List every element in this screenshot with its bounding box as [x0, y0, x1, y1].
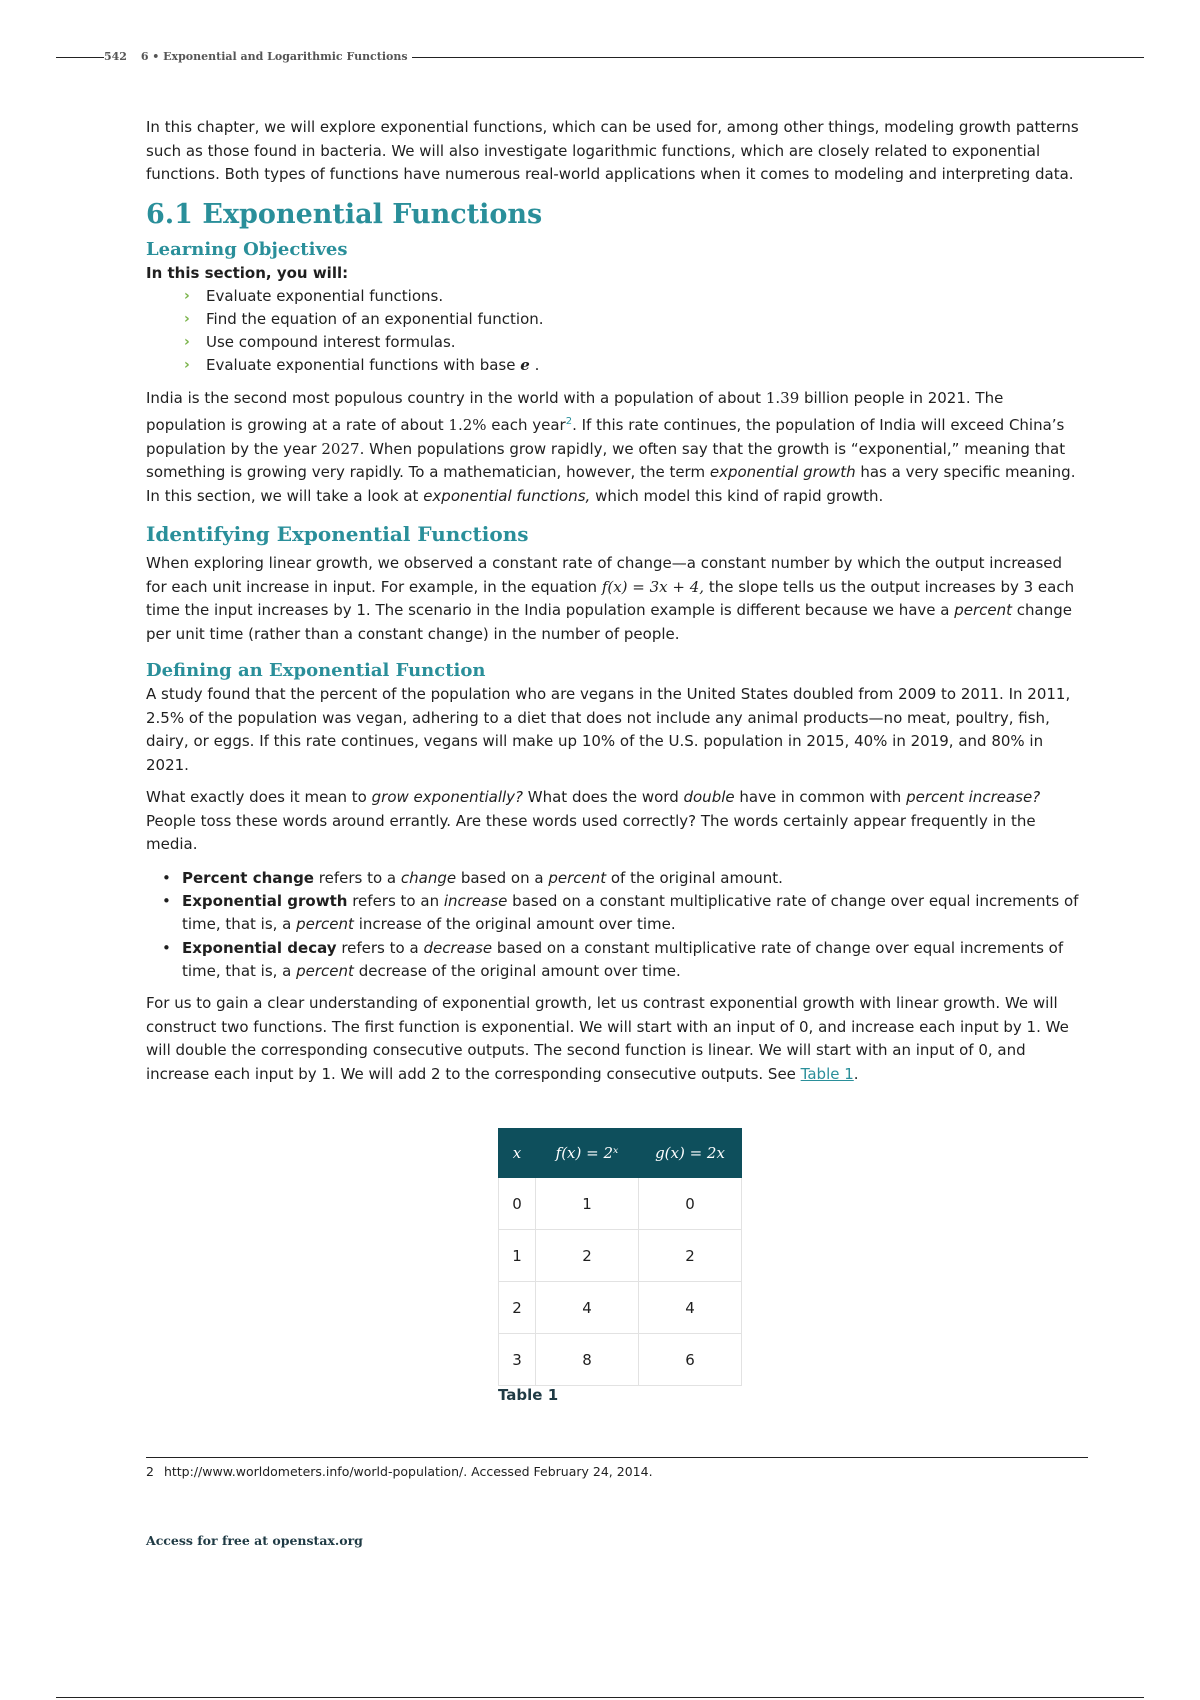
contrast-paragraph: For us to gain a clear understanding of exponential growth, let us contrast exponential growth with linear growth. We will construct two functions. The first function is exponential. We will start with an input of 0, and increase each input by 1. We will double the corresponding consecutive outputs. The second function is linear. We will start with an input of 0, and increase each input by 1. We will add 2 to the corresponding consecutive outputs. See Table 1. — [146, 994, 1069, 1083]
table-caption: Table 1 — [498, 1386, 559, 1404]
base-e-symbol: e — [520, 356, 530, 375]
chevron-right-icon: › — [184, 310, 190, 327]
learning-objectives-title: Learning Objectives — [146, 238, 348, 260]
table-row: 3 8 6 — [499, 1334, 742, 1386]
table-1 — [498, 1128, 742, 1386]
table-1-link[interactable]: Table 1 — [800, 1064, 854, 1083]
bullet-icon: • — [162, 868, 171, 887]
footnote-text: http://www.worldometers.info/world-population/. Accessed February 24, 2014. — [163, 1464, 653, 1479]
vegan-paragraph: A study found that the percent of the population who are vegans in the United States doubled from 2009 to 2011. In 2011, 2.5% of the population was vegan, adhering to a diet that does not include any animal products—no meat, poultry, fish, dairy, or eggs. If this rate continues, vegans will make up 10% of the U.S. population in 2015, 40% in 2019, and 80% in 2021. — [146, 685, 1071, 774]
objective-item: › Evaluate exponential functions. — [184, 285, 1086, 308]
objective-item: › Evaluate exponential functions with base e . — [184, 354, 1086, 377]
identifying-heading: Identifying Exponential Functions — [146, 522, 529, 547]
defining-heading: Defining an Exponential Function — [146, 660, 486, 682]
term-item: • Exponential growth refers to an increase based on a constant multiplicative rate of change over equal increments of time, that is, a percent increase of the original amount over time. — [162, 891, 1079, 934]
chevron-right-icon: › — [184, 287, 190, 304]
column-header-x: x — [499, 1129, 536, 1178]
access-line: Access for free at openstax.org — [146, 1533, 363, 1548]
table-row: 2 4 4 — [499, 1282, 742, 1334]
equation: f(x) = 3x + 4, — [601, 577, 705, 596]
identifying-paragraph: When exploring linear growth, we observed a constant rate of change—a constant number by which the output increased for each unit increase in input. For example, in the equation f(x) = 3x + 4, the slope tells us the output increases by 3 each time the input increases by 1. The scenario in the India population example is different because we have a percent change per unit time (rather than a constant change) in the number of people. — [146, 554, 1075, 643]
bullet-icon: • — [162, 938, 171, 957]
table-row: 0 1 0 — [499, 1178, 742, 1230]
table-row: 1 2 2 — [499, 1230, 742, 1282]
terms-list — [146, 867, 1086, 983]
chapter-title: 6 • Exponential and Logarithmic Functions — [140, 50, 408, 63]
question-paragraph: What exactly does it mean to grow exponentially? What does the word double have in common with percent increase? People toss these words around errantly. Are these words used correctly? The words certainly appear frequently in the media. — [146, 788, 1041, 854]
objective-item: › Use compound interest formulas. — [184, 331, 1086, 354]
learning-objectives-subtitle: In this section, you will: — [146, 263, 349, 282]
chevron-right-icon: › — [184, 357, 190, 374]
footnote — [146, 1464, 653, 1479]
intro-paragraph: In this chapter, we will explore exponential functions, which can be used for, among other things, modeling growth patterns such as those found in bacteria. We will also investigate logarithmic functions, which are closely related to exponential functions. Both types of functions have numerous real-world applications when it comes to modeling and interpreting data. — [146, 118, 1079, 183]
bullet-icon: • — [162, 891, 171, 910]
india-paragraph: India is the second most populous country in the world with a population of about 1.39 billion people in 2021. The population is growing at a rate of about 1.2% each year$^2$. If this rate continues, the population of India will exceed China’s population by the year 2027. When populations grow rapidly, we often say that the growth is “exponential,” meaning that something is growing very rapidly. To a mathematician, however, the term exponential growth has a very specific meaning. In this section, we will take a look at exponential functions, which model this kind of rapid growth. — [146, 388, 1076, 505]
chevron-right-icon: › — [184, 334, 190, 351]
objectives-list — [146, 285, 1086, 378]
term-item: • Percent change refers to a change based on a percent of the original amount. — [160, 867, 1086, 890]
footnote-number: 2 — [146, 1464, 154, 1479]
table-header-row — [499, 1129, 742, 1178]
page-number: 542 — [104, 50, 127, 63]
objective-item: › Find the equation of an exponential function. — [184, 308, 1086, 331]
footnote-rule — [146, 1457, 1088, 1458]
term-item: • Exponential decay refers to a decrease based on a constant multiplicative rate of change over equal increments of time, that is, a percent decrease of the original amount over time. — [162, 938, 1064, 980]
page-content — [146, 116, 1086, 1086]
running-header — [104, 50, 412, 63]
bottom-rule — [56, 1697, 1144, 1698]
column-header-f: f(x) = 2ˣ — [536, 1129, 639, 1178]
column-header-g: g(x) = 2x — [639, 1129, 742, 1178]
section-title: 6.1 Exponential Functions — [146, 198, 543, 230]
footnote-ref[interactable]: 2 — [565, 416, 573, 428]
